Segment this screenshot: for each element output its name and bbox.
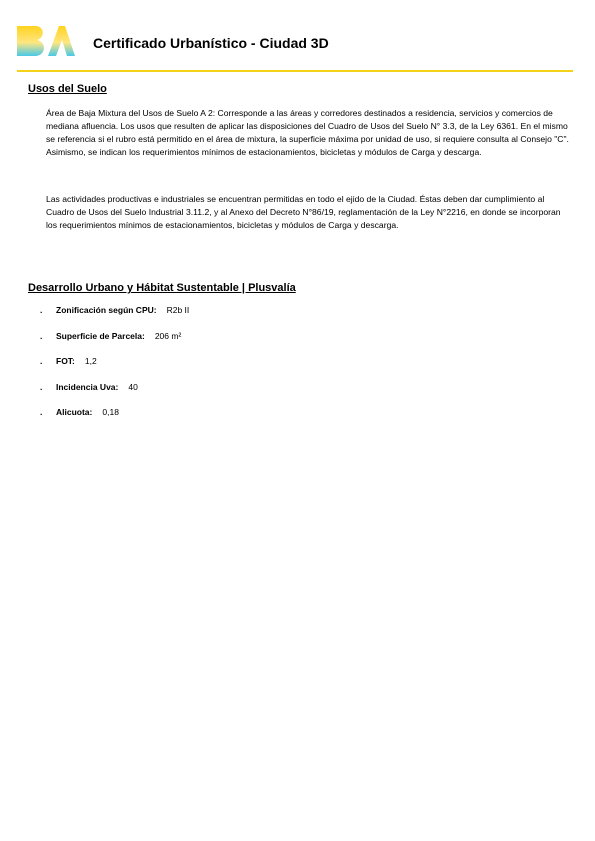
item-value: R2b II [166,305,190,315]
item-value: 206 m² [154,330,182,341]
item-label: FOT: [56,356,75,366]
list-item [40,407,189,433]
item-value: 1,2 [84,356,97,366]
section-title-desarrollo: Desarrollo Urbano y Hábitat Sustentable | Plusvalía [28,282,296,294]
page-title: Certificado Urbanístico - Ciudad 3D [93,35,329,51]
item-label: Alicuota: [56,407,93,417]
item-label: Superficie de Parcela: [56,330,145,341]
desarrollo-list [40,305,189,433]
item-value: 0,18 [102,407,119,417]
bullet: . [40,407,43,417]
section-title-usos: Usos del Suelo [28,83,107,95]
list-item [40,331,189,357]
buenos-aires-logo [15,24,75,58]
bullet: . [40,330,43,341]
bullet: . [40,305,43,315]
list-item [40,305,189,331]
bullet: . [40,356,43,366]
list-item [40,356,189,382]
item-label: Incidencia Uva: [56,381,119,392]
bullet: . [40,381,43,392]
usos-paragraph-1: Área de Baja Mixtura del Usos de Suelo A 2: Corresponde a las áreas y corredores destinados a residencia, servicios y comercios de mediana afluencia. Los usos que resulten de aplicar las disposiciones del Cuadro de Usos del Suelo N° 3.3, de la Ley 6361. En el mismo se referencia si el rubro está permitido en el área de mixtura, la superficie máxima por unidad de uso, si requiere consulta al Consejo "C". Asimismo, se indican los requerimientos mínimos de estacionamientos, bicicletas y módulos de Carga y descarga. [46,108,569,157]
item-value: 40 [128,381,138,392]
list-item [40,382,189,408]
page-header [0,0,595,72]
item-label: Zonificación según CPU: [56,305,157,315]
header-divider [17,70,573,72]
usos-paragraph-2: Las actividades productivas e industriales se encuentran permitidas en todo el ejido de la Ciudad. Éstas deben dar cumplimiento al Cuadro de Usos del Suelo Industrial 3.11.2, y al Anexo del Decreto N°86/19, reglamentación de la Ley N°2216, en donde se incorporan los requerimientos mínimos de estacionamientos, bicicletas y módulos de Carga y descarga. [46,194,561,230]
